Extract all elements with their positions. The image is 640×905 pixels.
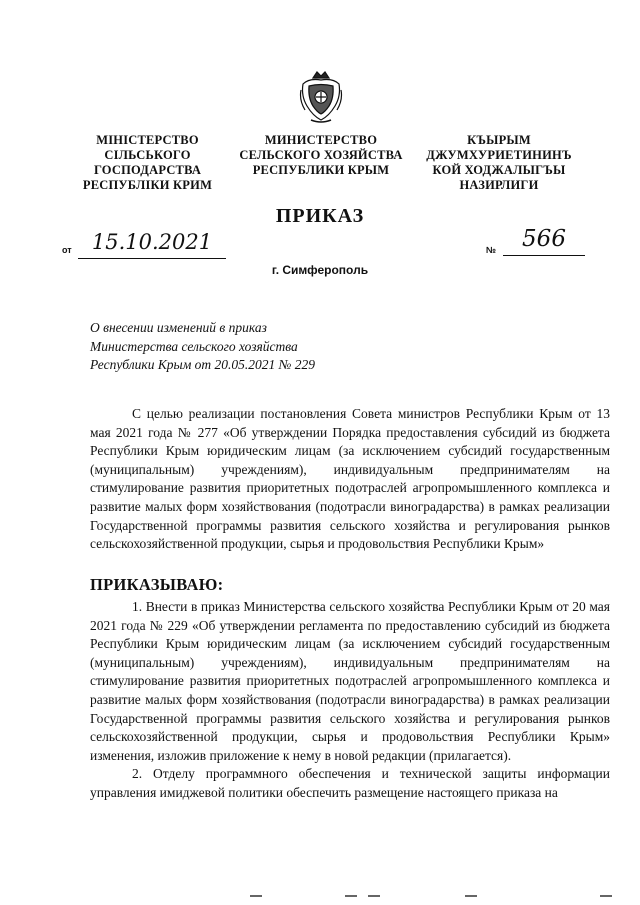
coat-of-arms-emblem bbox=[299, 70, 343, 124]
order-item: 2. Отделу программного обеспечения и технической защиты информации управления имиджевой политики обеспечить размещение настоящего приказа на bbox=[90, 766, 610, 800]
subject-line: О внесении изменений в приказ bbox=[90, 320, 267, 335]
ministry-ua-line: ГОСПОДАРСТВА bbox=[93, 163, 202, 177]
city: г. Симферополь bbox=[271, 263, 369, 277]
ministry-crh-line: ДЖУМХУРИЕТИНИНЪ bbox=[426, 148, 572, 162]
order-item: 1. Внести в приказ Министерства сельского хозяйства Республики Крым от 20 мая 2021 года № 229 «Об утверждении регламента по предоставлению субсидий из бюджета Республики Крым юридическим лицам (за исключением субсидий государственным (муниципальным) учреждениям), индивидуальным предпринимателям на стимулирование развития приоритетных подотраслей агропромышленного комплекса и развитие малых форм хозяйствования (подотрасли виноградарства) в рамках реализации Государственной программы развития сельского хозяйства и регулирования рынков сельскохозяйственной продукции, сырья и продовольствия Республики Крым» изменения, изложив приложение к нему в новой редакции (прилагается). bbox=[90, 599, 610, 763]
ministry-crh-line: НАЗИРЛИГИ bbox=[459, 178, 539, 192]
order-items bbox=[90, 598, 610, 803]
order-number: 566 bbox=[503, 225, 585, 256]
document-title: ПРИКАЗ bbox=[275, 205, 365, 227]
subject-line: Министерства сельского хозяйства bbox=[90, 338, 298, 354]
ministry-ru-line: МИНИСТЕРСТВО bbox=[264, 133, 378, 147]
preamble-paragraph: С целью реализации постановления Совета министров Республики Крым от 13 мая 2021 года № 277 «Об утверждении Порядка предоставления субсидий из бюджета Республики Крым юридическим лицам (за исключением субсидий государственным (муниципальным) учреждениям), индивидуальным предпринимателям на стимулирование развития приоритетных подотраслей агропромышленного комплекса и развитие малых форм хозяйствования (подотрасли виноградарства) в рамках реализации Государственной программы развития сельского хозяйства и регулирования рынков сельскохозяйственной продукции, сырья и продовольствия Республики Крым» bbox=[90, 406, 610, 552]
number-label: № bbox=[486, 245, 497, 255]
scan-edge-marks bbox=[0, 894, 640, 898]
order-subject bbox=[90, 319, 315, 375]
date-label: от bbox=[62, 245, 72, 255]
ministry-ru-line: РЕСПУБЛИКИ КРЫМ bbox=[252, 163, 390, 177]
ministry-name-russian bbox=[232, 133, 410, 178]
ministry-ru-line: СЕЛЬСКОГО ХОЗЯЙСТВА bbox=[239, 148, 403, 162]
subject-line: Республики Крым от 20.05.2021 № 229 bbox=[90, 357, 316, 372]
ministry-ua-line: РЕСПУБЛІКИ КРИМ bbox=[82, 178, 213, 192]
ministry-name-crimean-tatar bbox=[424, 133, 574, 193]
ministry-crh-line: КЪЫРЫМ bbox=[467, 133, 531, 147]
order-date: 15.10.2021 bbox=[78, 228, 226, 259]
order-directive: ПРИКАЗЫВАЮ: bbox=[90, 575, 224, 594]
ministry-crh-line: КОЙ ХОДЖАЛЫГЪЫ bbox=[432, 163, 566, 177]
ministry-name-ukrainian bbox=[75, 133, 220, 193]
ministry-ua-line: МІНІСТЕРСТВО bbox=[96, 133, 199, 147]
ministry-ua-line: СІЛЬСЬКОГО bbox=[104, 148, 191, 162]
